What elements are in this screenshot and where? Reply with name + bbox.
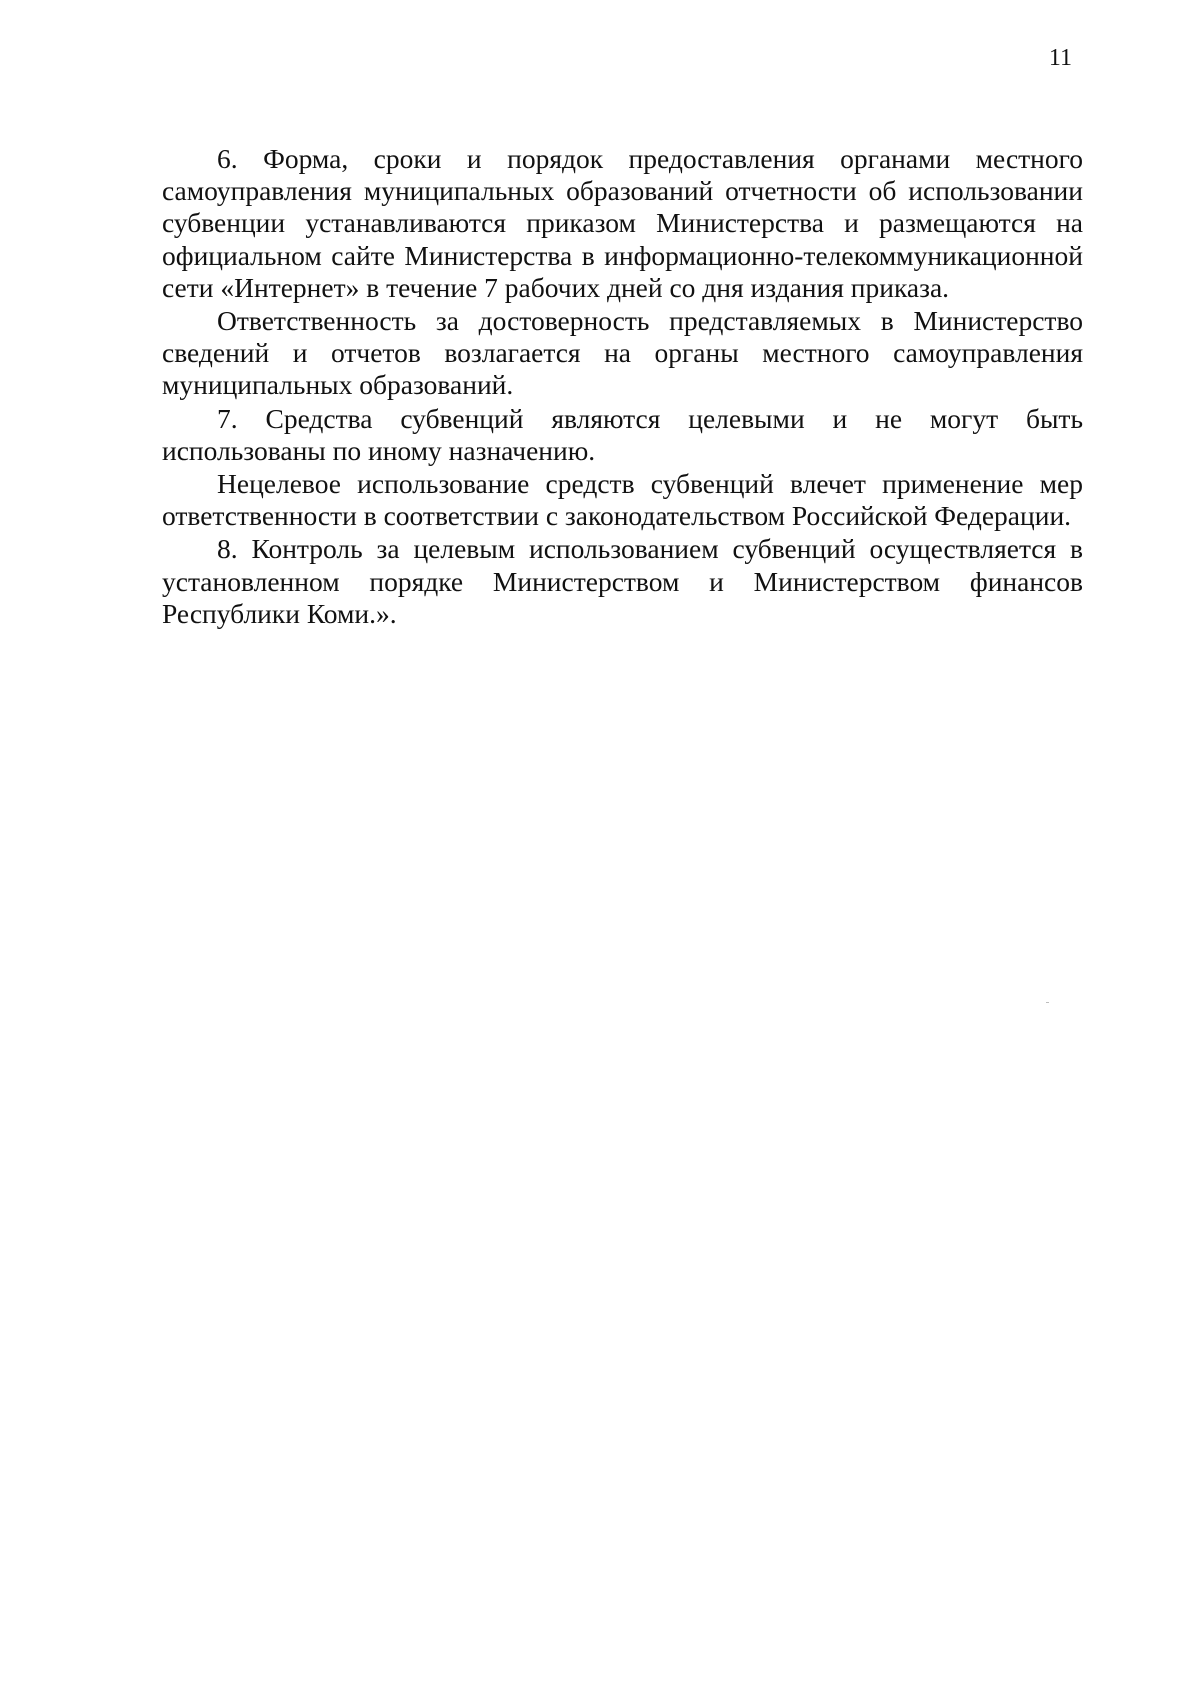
paragraph-8-control: 8. Контроль за целевым использованием субвенций осуществляется в установленном порядке Министерством и Министерством финансов Республики Коми.».	[162, 533, 1083, 629]
page-number: 11	[1048, 45, 1072, 71]
paragraph-responsibility: Ответственность за достоверность представляемых в Министерство сведений и отчетов возлагается на органы местного самоуправления муниципальных образований.	[162, 305, 1083, 401]
document-body	[162, 143, 1083, 630]
scan-speck	[1046, 1002, 1049, 1003]
paragraph-7-targeted-funds: 7. Средства субвенций являются целевыми и не могут быть использованы по иному назначению.	[162, 402, 1083, 466]
paragraph-misuse: Нецелевое использование средств субвенций влечет применение мер ответственности в соответствии с законодательством Российской Федерации.	[162, 468, 1083, 532]
paragraph-6-reporting: 6. Форма, сроки и порядок предоставления органами местного самоуправления муниципальных образований отчетности об использовании субвенции устанавливаются приказом Министерства и размещаются на официальном сайте Министерства в информационно-телекоммуникационной сети «Интернет» в течение 7 рабочих дней со дня издания приказа.	[162, 143, 1083, 303]
